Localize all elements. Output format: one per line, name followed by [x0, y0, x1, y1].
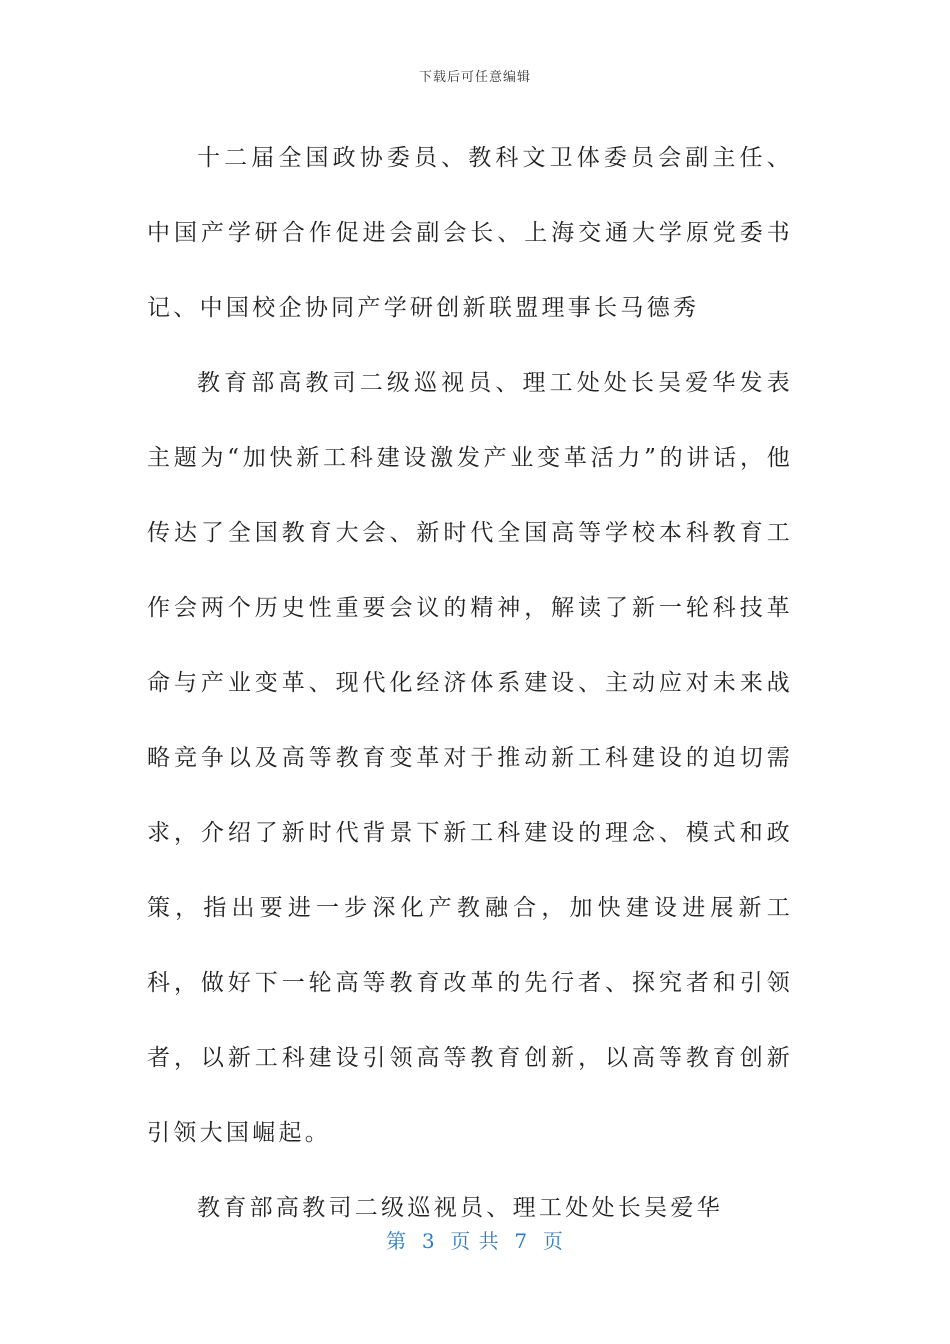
text-line: 要会议的精神，解读了新一轮科技革命与产业变革、现代化经: [147, 595, 793, 696]
text-line: 展新工科，做好下一轮高等教育改革的先行者、探究者和引领: [147, 895, 793, 996]
text-line: 教育大会、新时代全国高等学校本科教育工作会两个历史性重: [147, 520, 793, 621]
text-line: 国崛起。: [225, 1120, 332, 1146]
text-line: 教育部高教司二级巡视员、理工处处长吴爱华: [197, 1195, 723, 1221]
text-line: 学研合作促进会副会长、上海交通大学原党委书记、中国校企: [147, 220, 793, 321]
paragraph-2: [147, 346, 793, 1171]
text-line: 动新工科建设的迫切需求，介绍了新时代背景下新工科建设的: [147, 745, 794, 846]
text-line: 理念、模式和政策，指出要进一步深化产教融合，加快建设进: [147, 820, 793, 921]
text-line: “加快新工科建设激发产业变革活力”的讲话，他传达了全国: [147, 445, 793, 546]
paragraph-1: [147, 121, 793, 346]
text-line: 者，以新工科建设引领高等教育创新，以高等教育创新引领大: [147, 1045, 793, 1146]
page-number-footer: 第 3 页 共 7 页: [386, 1229, 564, 1253]
page-header: 下载后可任意编辑: [418, 70, 531, 85]
document-body: [147, 121, 793, 1246]
text-line: 协同产学研创新联盟理事长马德秀: [304, 295, 700, 321]
text-line: 济体系建设、主动应对未来战略竞争以及高等教育变革对于推: [147, 670, 793, 771]
text-line: 十二届全国政协委员、教科文卫体委员会副主任、中国产: [147, 145, 793, 246]
text-line: 教育部高教司二级巡视员、理工处处长吴爱华发表主题为: [147, 370, 793, 471]
